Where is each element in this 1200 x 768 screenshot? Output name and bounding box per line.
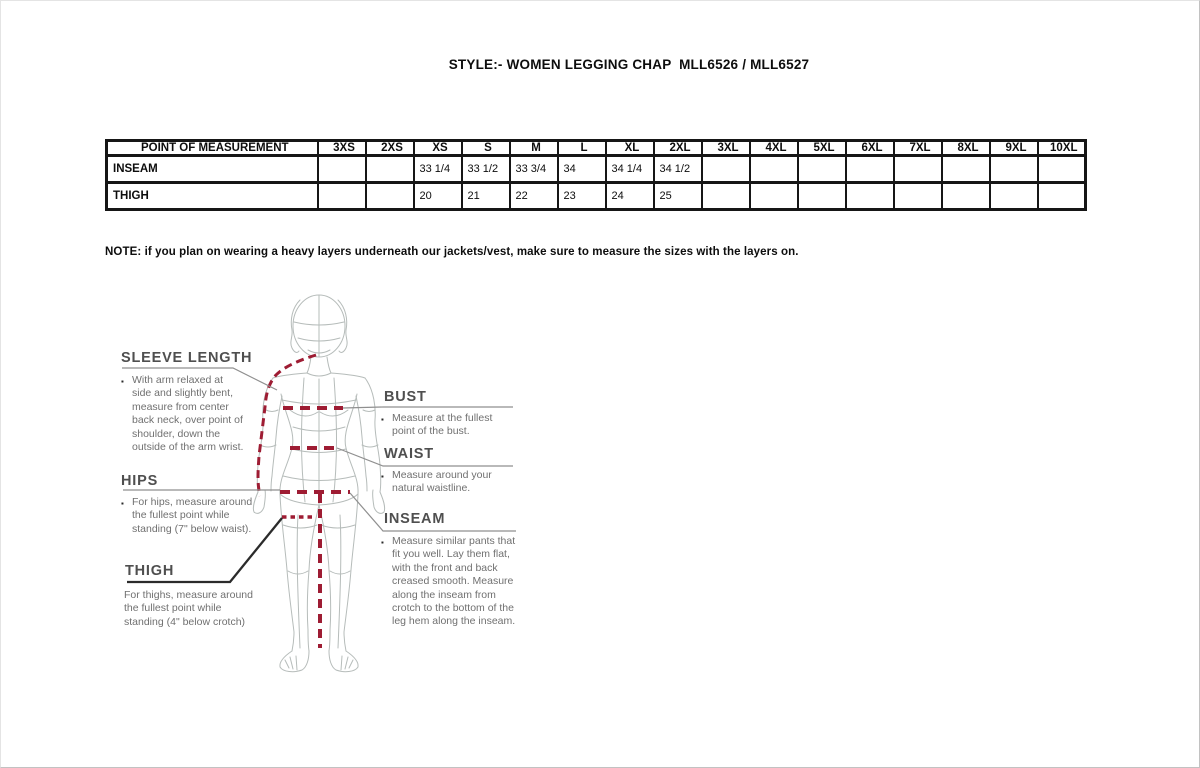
size-value-cell [702,156,750,183]
size-value-cell: 25 [654,183,702,210]
size-column-header: 6XL [846,141,894,156]
size-value-cell: 33 1/4 [414,156,462,183]
size-value-cell: 34 1/2 [654,156,702,183]
hips-description: ▪ For hips, measure around the fullest point while standing (7" below waist). [121,496,253,535]
size-value-cell [894,156,942,183]
waist-description: ▪ Measure around your natural waistline. [381,469,492,495]
size-column-header: 2XL [654,141,702,156]
size-value-cell: 21 [462,183,510,210]
size-column-header: XS [414,141,462,156]
waist-label: WAIST [384,446,434,462]
size-value-cell [894,183,942,210]
size-column-header: M [510,141,558,156]
measurement-column-header: POINT OF MEASUREMENT [107,141,318,156]
table-row [107,156,1086,183]
size-value-cell [798,183,846,210]
size-value-cell: 20 [414,183,462,210]
size-value-cell: 33 3/4 [510,156,558,183]
row-label: THIGH [107,183,318,210]
size-column-header: 7XL [894,141,942,156]
size-column-header: 8XL [942,141,990,156]
bust-description: ▪ Measure at the fullest point of the bust. [381,412,493,438]
size-column-header: 3XS [318,141,366,156]
size-column-header: XL [606,141,654,156]
size-value-cell: 34 [558,156,606,183]
size-value-cell [366,183,414,210]
size-value-cell [366,156,414,183]
size-column-header: L [558,141,606,156]
bullet-icon: ▪ [121,377,124,386]
bullet-icon: ▪ [381,415,384,424]
size-value-cell: 34 1/4 [606,156,654,183]
size-value-cell [1038,183,1086,210]
size-column-header: 4XL [750,141,798,156]
size-column-header: 3XL [702,141,750,156]
sleeve-length-description: ▪ With arm relaxed at side and slightly bent, measure from center back neck, over point of shoulder, down the outside of the arm wrist. [121,374,244,454]
bullet-icon: ▪ [381,472,384,481]
document-title: STYLE:- WOMEN LEGGING CHAP MLL6526 / MLL6527 [448,57,810,72]
size-table [105,139,1087,211]
bust-label: BUST [384,389,427,405]
hips-label: HIPS [121,473,159,489]
measurement-lines [258,355,350,648]
size-column-header: S [462,141,510,156]
size-value-cell [846,156,894,183]
sleeve-length-measure-line [258,355,316,496]
size-value-cell: 24 [606,183,654,210]
table-header-row [107,141,1086,156]
size-value-cell [750,156,798,183]
thigh-description: For thighs, measure around the fullest point while standing (4" below crotch) [124,589,253,628]
note-text: NOTE: if you plan on wearing a heavy layers underneath our jackets/vest, make sure to measure the sizes with the layers on. [105,246,799,258]
size-value-cell [798,156,846,183]
size-column-header: 10XL [1038,141,1086,156]
sleeve-length-label: SLEEVE LENGTH [121,350,253,366]
size-column-header: 2XS [366,141,414,156]
size-value-cell [1038,156,1086,183]
size-value-cell [942,183,990,210]
inseam-description: ▪ Measure similar pants that fit you well. Lay them flat, with the front and back creased smooth. Measure along the inseam from crotch to the bottom of the leg hem along the inseam. [381,535,516,628]
row-label: INSEAM [107,156,318,183]
size-value-cell: 23 [558,183,606,210]
size-value-cell [318,156,366,183]
size-value-cell: 22 [510,183,558,210]
size-value-cell [318,183,366,210]
bust-leader [343,407,513,408]
inseam-label: INSEAM [384,511,446,527]
size-value-cell [942,156,990,183]
size-column-header: 9XL [990,141,1038,156]
table-row [107,183,1086,210]
size-value-cell [750,183,798,210]
size-value-cell [846,183,894,210]
bullet-icon: ▪ [381,538,384,547]
thigh-label: THIGH [125,563,175,579]
size-value-cell [702,183,750,210]
size-value-cell [990,156,1038,183]
size-column-header: 5XL [798,141,846,156]
size-value-cell: 33 1/2 [462,156,510,183]
bullet-icon: ▪ [121,499,124,508]
size-value-cell [990,183,1038,210]
